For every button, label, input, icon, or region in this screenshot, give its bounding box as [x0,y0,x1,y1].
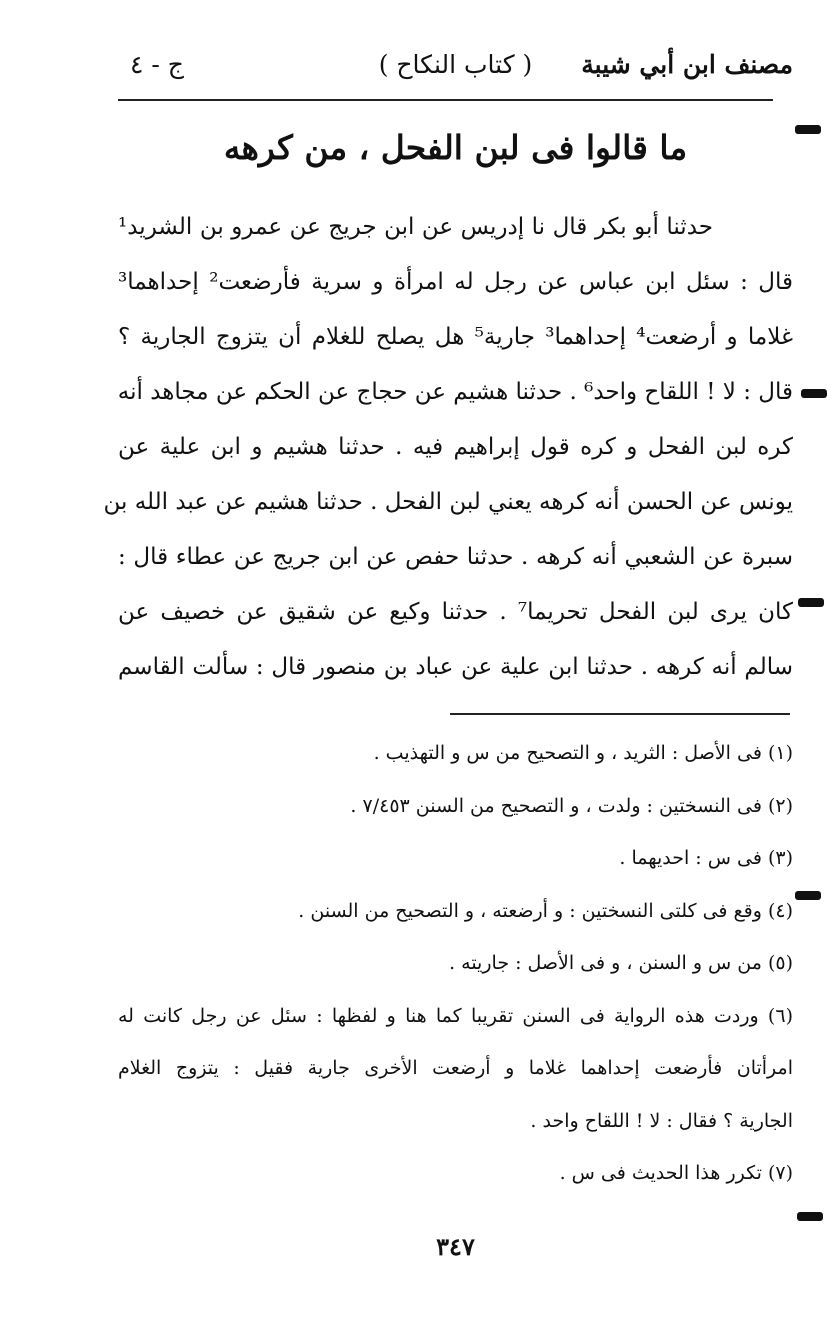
footnote-line: (٧) تكرر هذا الحديث فى س . [559,1162,793,1184]
book-title: مصنف ابن أبي شيبة [581,50,793,79]
chapter-title: ( كتاب النكاح ) [378,50,533,79]
margin-mark [801,389,827,398]
page-number: ٣٤٧ [436,1232,475,1261]
footnote-line: (٦) وردت هذه الرواية فى السنن تقريبا كما هنا و لفظها : سئل عن رجل كانت له [118,1004,793,1027]
section-title: ما قالوا فى لبن الفحل ، من كرهه [223,128,688,167]
footnote-line: امرأتان فأرضعت إحداهما غلاما و أرضعت الأخرى جارية فقيل : يتزوج الغلام [118,1057,793,1079]
margin-mark [795,125,821,134]
margin-mark [797,1212,823,1221]
footnote-separator [450,713,790,715]
body-line: قال : سئل ابن عباس عن رجل له امرأة و سرية فأرضعت² إحداهما³ [118,269,793,295]
footnote-line: (٢) فى النسختين : ولدت ، و التصحيح من السنن ٧/٤٥٣ . [350,794,793,817]
body-line: كره لبن الفحل و كره قول إبراهيم فيه . حدثنا هشيم و ابن علية عن [118,434,793,460]
body-line: سالم أنه كرهه . حدثنا ابن علية عن عباد بن منصور قال : سألت القاسم [118,654,793,680]
body-line: كان يرى لبن الفحل تحريما⁷ . حدثنا وكيع عن شقيق عن خصيف عن [118,599,793,625]
footnote-line: (٤) وقع فى كلتى النسختين : و أرضعته ، و التصحيح من السنن . [298,899,793,922]
body-line: حدثنا أبو بكر قال نا إدريس عن ابن جريج عن عمرو بن الشريد¹ [118,214,713,240]
body-line: غلاما و أرضعت⁴ إحداهما³ جارية⁵ هل يصلح للغلام أن يتزوج الجارية ؟ [118,324,793,350]
footnote-line: (٥) من س و السنن ، و فى الأصل : جاريته . [449,952,793,974]
body-line: يونس عن الحسن أنه كرهه يعني لبن الفحل . حدثنا هشيم عن عبد الله بن [103,489,793,515]
main-text [103,200,793,695]
footnote-line: (٣) فى س : احديهما . [619,847,793,869]
running-header [118,44,793,84]
footnote-line: الجارية ؟ فقال : لا ! اللقاح واحد . [530,1109,793,1132]
footnotes [118,727,793,1200]
margin-mark [795,891,821,900]
body-line: قال : لا ! اللقاح واحد⁶ . حدثنا هشيم عن حجاج عن الحكم عن مجاهد أنه [117,379,793,405]
header-rule [118,99,773,101]
margin-mark [798,598,824,607]
volume-label: ج - ٤ [130,50,184,79]
footnote-line: (١) فى الأصل : الثريد ، و التصحيح من س و التهذيب . [373,742,793,764]
body-line: سبرة عن الشعبي أنه كرهه . حدثنا حفص عن ابن جريج عن عطاء قال : [118,544,793,570]
